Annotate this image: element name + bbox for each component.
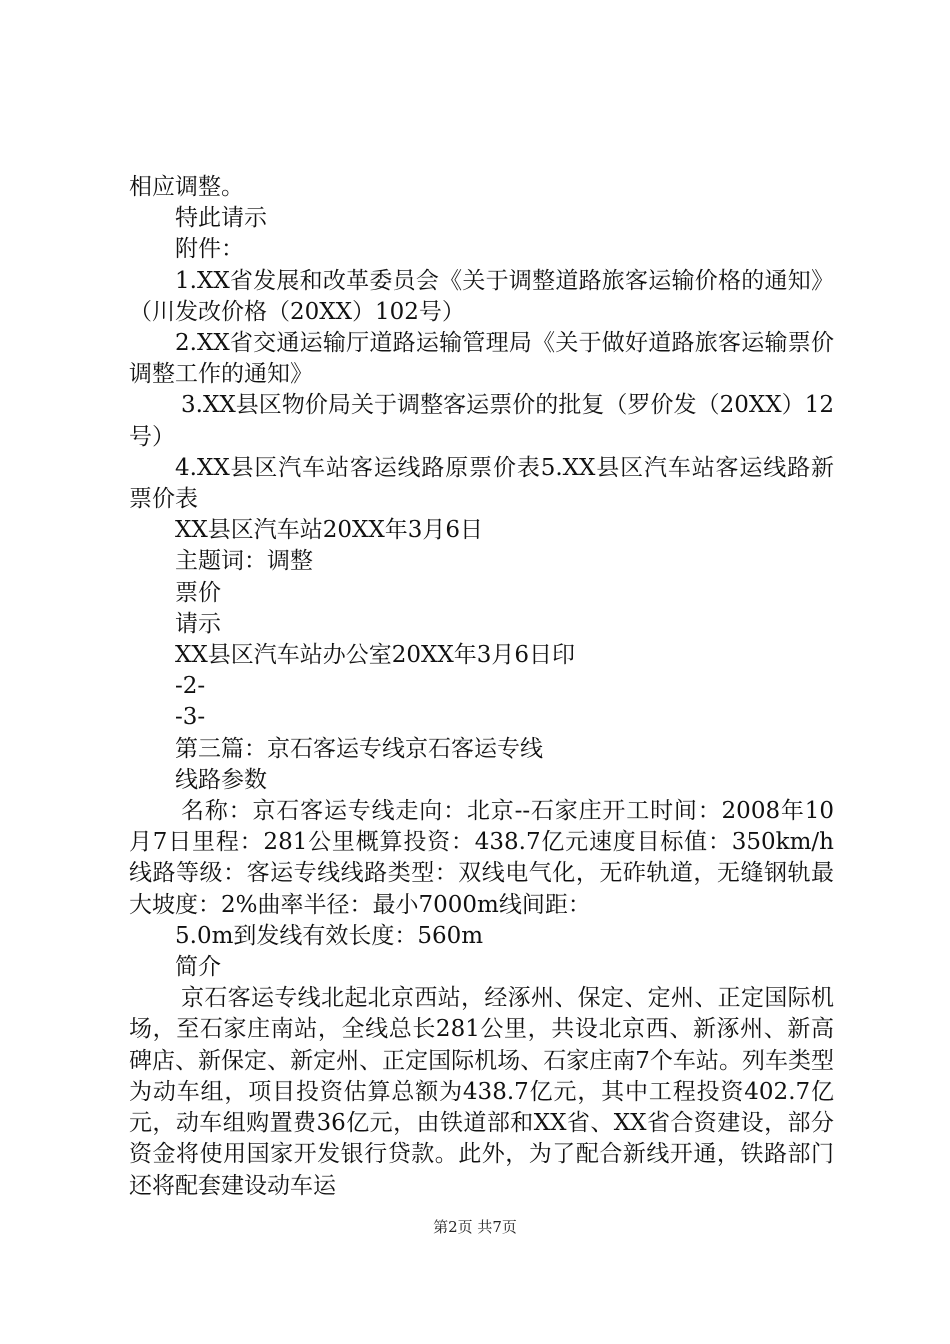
paragraph-closing-request: 特此请示: [175, 205, 267, 232]
paragraph-subject-words: 主题词：调整: [175, 548, 313, 575]
paragraph-page-mark-3: -3-: [175, 704, 206, 731]
paragraph-print-office-date: XX县区汽车站办公室20XX年3月6日印: [175, 642, 576, 669]
paragraph-subject-word-fare: 票价: [175, 579, 221, 606]
paragraph-continuation: 相应调整。: [129, 174, 244, 200]
paragraph-attachments-heading: 附件：: [175, 236, 244, 263]
paragraph-introduction: 京石客运专线北起北京西站，经涿州、保定、定州、正定国际机场，至石家庄南站，全线总长281公里，共设北京西、新涿州、新高碑店、新保定、新定州、正定国际机场、石家庄南7个车站。列车类型为动车组，项目投资估算总额为438.7亿元，其中工程投资402.7亿元，动车组购置费36亿元，由铁道部和XX省、XX省合资建设，部分资金将使用国家开发银行贷款。此外，为了配合新线开通，铁路部门还将配套建设动车运: [129, 985, 834, 1199]
paragraph-line-spacing-length: 5.0m到发线有效长度：560m: [175, 922, 484, 949]
section-heading-third-article: 第三篇：京石客运专线京石客运专线: [175, 735, 543, 762]
page-footer: 第2页 共7页: [433, 1218, 517, 1236]
paragraph-attachment-2: 2.XX省交通运输厅道路运输管理局《关于做好道路旅客运输票价调整工作的通知》: [129, 330, 834, 388]
document-body: [129, 172, 834, 1202]
paragraph-line-parameters: 名称：京石客运专线走向：北京--石家庄开工时间：2008年10月7日里程：281公里概算投资：438.7亿元速度目标值：350km/h线路等级：客运专线线路类型：双线电气化，无砟轨道，无缝钢轨最大坡度：2%曲率半径：最小7000m线间距：: [129, 798, 834, 918]
paragraph-attachment-4-5: 4.XX县区汽车站客运线路原票价表5.XX县区汽车站客运线路新票价表: [129, 454, 834, 513]
section-heading-line-parameters: 线路参数: [175, 766, 267, 793]
paragraph-attachment-1: 1.XX省发展和改革委员会《关于调整道路旅客运输价格的通知》（川发改价格（20XX）102号）: [129, 267, 834, 325]
section-heading-introduction: 简介: [175, 954, 221, 981]
paragraph-attachment-3: 3.XX县区物价局关于调整客运票价的批复（罗价发（20XX）12号）: [129, 392, 834, 450]
paragraph-subject-word-request: 请示: [175, 610, 221, 637]
paragraph-issuer-date: XX县区汽车站20XX年3月6日: [175, 517, 484, 544]
paragraph-page-mark-2: -2-: [175, 673, 206, 700]
